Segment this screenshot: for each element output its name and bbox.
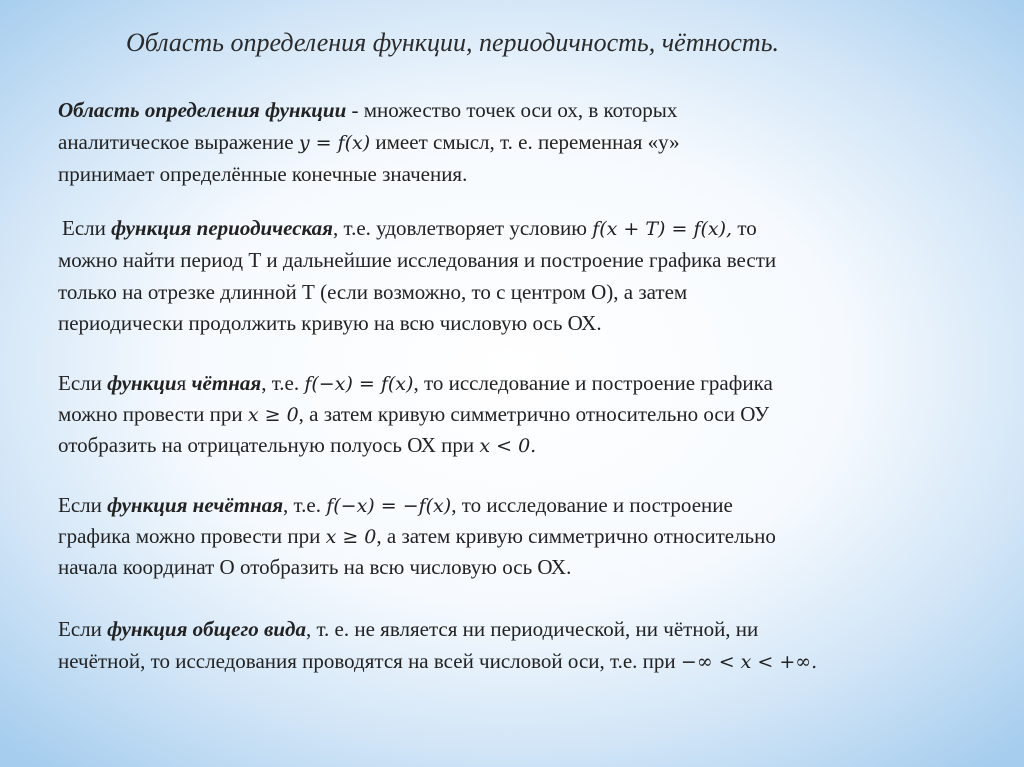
periodic-line-1: Если функция периодическая, т.е. удовлетворяет условию f(x + T) = f(x), то [62, 216, 757, 240]
general-line-2: нечётной, то исследования проводятся на всей числовой оси, т.е. при −∞ < x < +∞. [58, 649, 818, 673]
odd-line-2: графика можно провести при x ≥ 0, а затем кривую симметрично относительно [58, 524, 776, 548]
odd-formula: f(−x) = −f(x) [326, 495, 452, 517]
even-line-1: Если функция чётная, т.е. f(−x) = f(x), то исследование и построение графика [58, 371, 773, 395]
periodic-line-4: периодически продолжить кривую на всю числовую ось ОХ. [58, 311, 602, 335]
periodic-term: функция периодическая [111, 216, 333, 240]
odd-term: функция нечётная [107, 493, 284, 517]
domain-formula: y = f(x) [298, 132, 371, 154]
periodic-line-3: только на отрезке длинной Т (если возможно, то с центром О), а затем [58, 280, 688, 304]
odd-line-3: начала координат О отобразить на всю числовую ось ОХ. [58, 555, 572, 579]
domain-line-2: аналитическое выражение y = f(x) имеет смысл, т. е. переменная «у» [58, 130, 680, 154]
general-line-1: Если функция общего вида, т. е. не является ни периодической, ни чётной, ни [58, 617, 759, 641]
domain-term: Область определения функции [58, 98, 347, 122]
periodic-formula: f(x + T) = f(x), [592, 218, 733, 240]
slide-title: Область определения функции, периодичность, чётность. [126, 28, 780, 57]
domain-line-1: Область определения функции - множество точек оси ох, в которых [58, 98, 678, 122]
domain-line-3: принимает определённые конечные значения. [58, 162, 468, 186]
odd-line-1: Если функция нечётная, т.е. f(−x) = −f(x), то исследование и построение [58, 493, 733, 517]
even-line-3: отобразить на отрицательную полуось ОХ при x < 0. [58, 433, 537, 457]
general-term: функция общего вида [107, 617, 306, 641]
periodic-line-2: можно найти период Т и дальнейшие исследования и построение графика вести [58, 248, 777, 272]
even-line-2: можно провести при x ≥ 0, а затем кривую симметрично относительно оси ОУ [58, 402, 770, 426]
even-formula: f(−x) = f(x) [304, 373, 414, 395]
